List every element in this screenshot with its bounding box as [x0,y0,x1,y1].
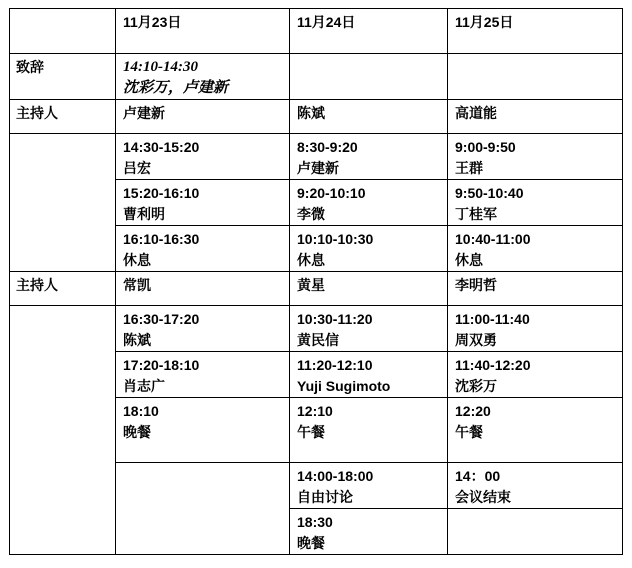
slot-time: 11:20-12:10 [297,357,373,373]
slot-time: 9:20-10:10 [297,185,366,201]
slot-time: 9:00-9:50 [455,139,516,155]
break-cell [448,226,623,272]
slot-speaker: 周双勇 [455,332,497,348]
chair-day3-session2: 李明哲 [448,272,623,306]
slot-cell [290,306,448,352]
slot-cell [116,180,290,226]
chair-day1-session1: 卢建新 [116,100,290,134]
session1-row-1 [10,134,623,180]
chair-day1-session2: 常凯 [116,272,290,306]
opening-cell [116,54,290,100]
slot-time: 9:50-10:40 [455,185,524,201]
slot-speaker: 肖志广 [123,378,165,394]
session2-row-1 [10,306,623,352]
slot-time: 10:10-10:30 [297,231,374,247]
slot-time: 10:30-11:20 [297,311,373,327]
slot-time: 17:20-18:10 [123,357,200,373]
slot-time: 11:40-12:20 [455,357,531,373]
slot-time: 15:20-16:10 [123,185,200,201]
slot-speaker: Yuji Sugimoto [297,378,391,394]
opening-time: 14:10-14:30 [123,59,198,75]
chair-label-1: 主持人 [10,100,116,134]
opening-label: 致辞 [10,54,116,100]
slot-speaker: 王群 [455,160,483,176]
slot-time: 14：00 [455,468,501,484]
slot-cell [290,352,448,398]
chair-day3-session1: 高道能 [448,100,623,134]
slot-time: 8:30-9:20 [297,139,358,155]
slot-cell [116,134,290,180]
slot-cell [290,180,448,226]
slot-speaker: 午餐 [297,424,325,440]
afternoon-day1-empty [116,463,290,555]
slot-cell [448,306,623,352]
slot-time: 14:30-15:20 [123,139,200,155]
slot-speaker: 会议结束 [455,489,511,505]
header-empty-cell [10,9,116,54]
slot-cell [448,463,623,509]
chair-row-2 [10,272,623,306]
header-day-1: 11月23日 [116,9,290,54]
slot-speaker: 晚餐 [297,535,325,551]
slot-speaker: 丁桂军 [455,206,497,222]
session1-left-empty [10,134,116,272]
slot-speaker: 沈彩万 [455,378,497,394]
slot-speaker: 休息 [123,252,151,268]
slot-time: 12:20 [455,403,491,419]
opening-empty-day3 [448,54,623,100]
schedule-table [9,8,623,555]
evening-day3-empty [448,509,623,555]
slot-speaker: 休息 [297,252,325,268]
opening-empty-day2 [290,54,448,100]
session2-left-empty [10,306,116,555]
chair-day2-session2: 黄星 [290,272,448,306]
slot-speaker: 午餐 [455,424,483,440]
slot-cell [116,352,290,398]
slot-speaker: 晚餐 [123,424,151,440]
slot-speaker: 黄民信 [297,332,339,348]
slot-speaker: 吕宏 [123,160,151,176]
slot-cell [448,352,623,398]
slot-time: 18:30 [297,514,333,530]
slot-time: 10:40-11:00 [455,231,531,247]
slot-cell [290,134,448,180]
slot-time: 16:10-16:30 [123,231,200,247]
header-day-3: 11月25日 [448,9,623,54]
break-cell [290,226,448,272]
slot-time: 14:00-18:00 [297,468,374,484]
slot-cell [290,463,448,509]
slot-cell [290,509,448,555]
break-cell [116,226,290,272]
header-day-2: 11月24日 [290,9,448,54]
slot-cell [116,306,290,352]
meal-cell [290,398,448,463]
header-row [10,9,623,54]
slot-speaker: 李微 [297,206,325,222]
slot-cell [448,180,623,226]
slot-speaker: 自由讨论 [297,489,353,505]
chair-label-2: 主持人 [10,272,116,306]
slot-speaker: 休息 [455,252,483,268]
meal-cell [448,398,623,463]
slot-time: 18:10 [123,403,159,419]
slot-cell [448,134,623,180]
slot-time: 11:00-11:40 [455,311,530,327]
slot-time: 16:30-17:20 [123,311,200,327]
opening-speakers: 沈彩万，卢建新 [123,80,229,96]
opening-row [10,54,623,100]
slot-speaker: 卢建新 [297,160,339,176]
chair-row-1 [10,100,623,134]
slot-speaker: 陈斌 [123,332,151,348]
chair-day2-session1: 陈斌 [290,100,448,134]
slot-speaker: 曹利明 [123,206,165,222]
slot-time: 12:10 [297,403,333,419]
meal-cell [116,398,290,463]
